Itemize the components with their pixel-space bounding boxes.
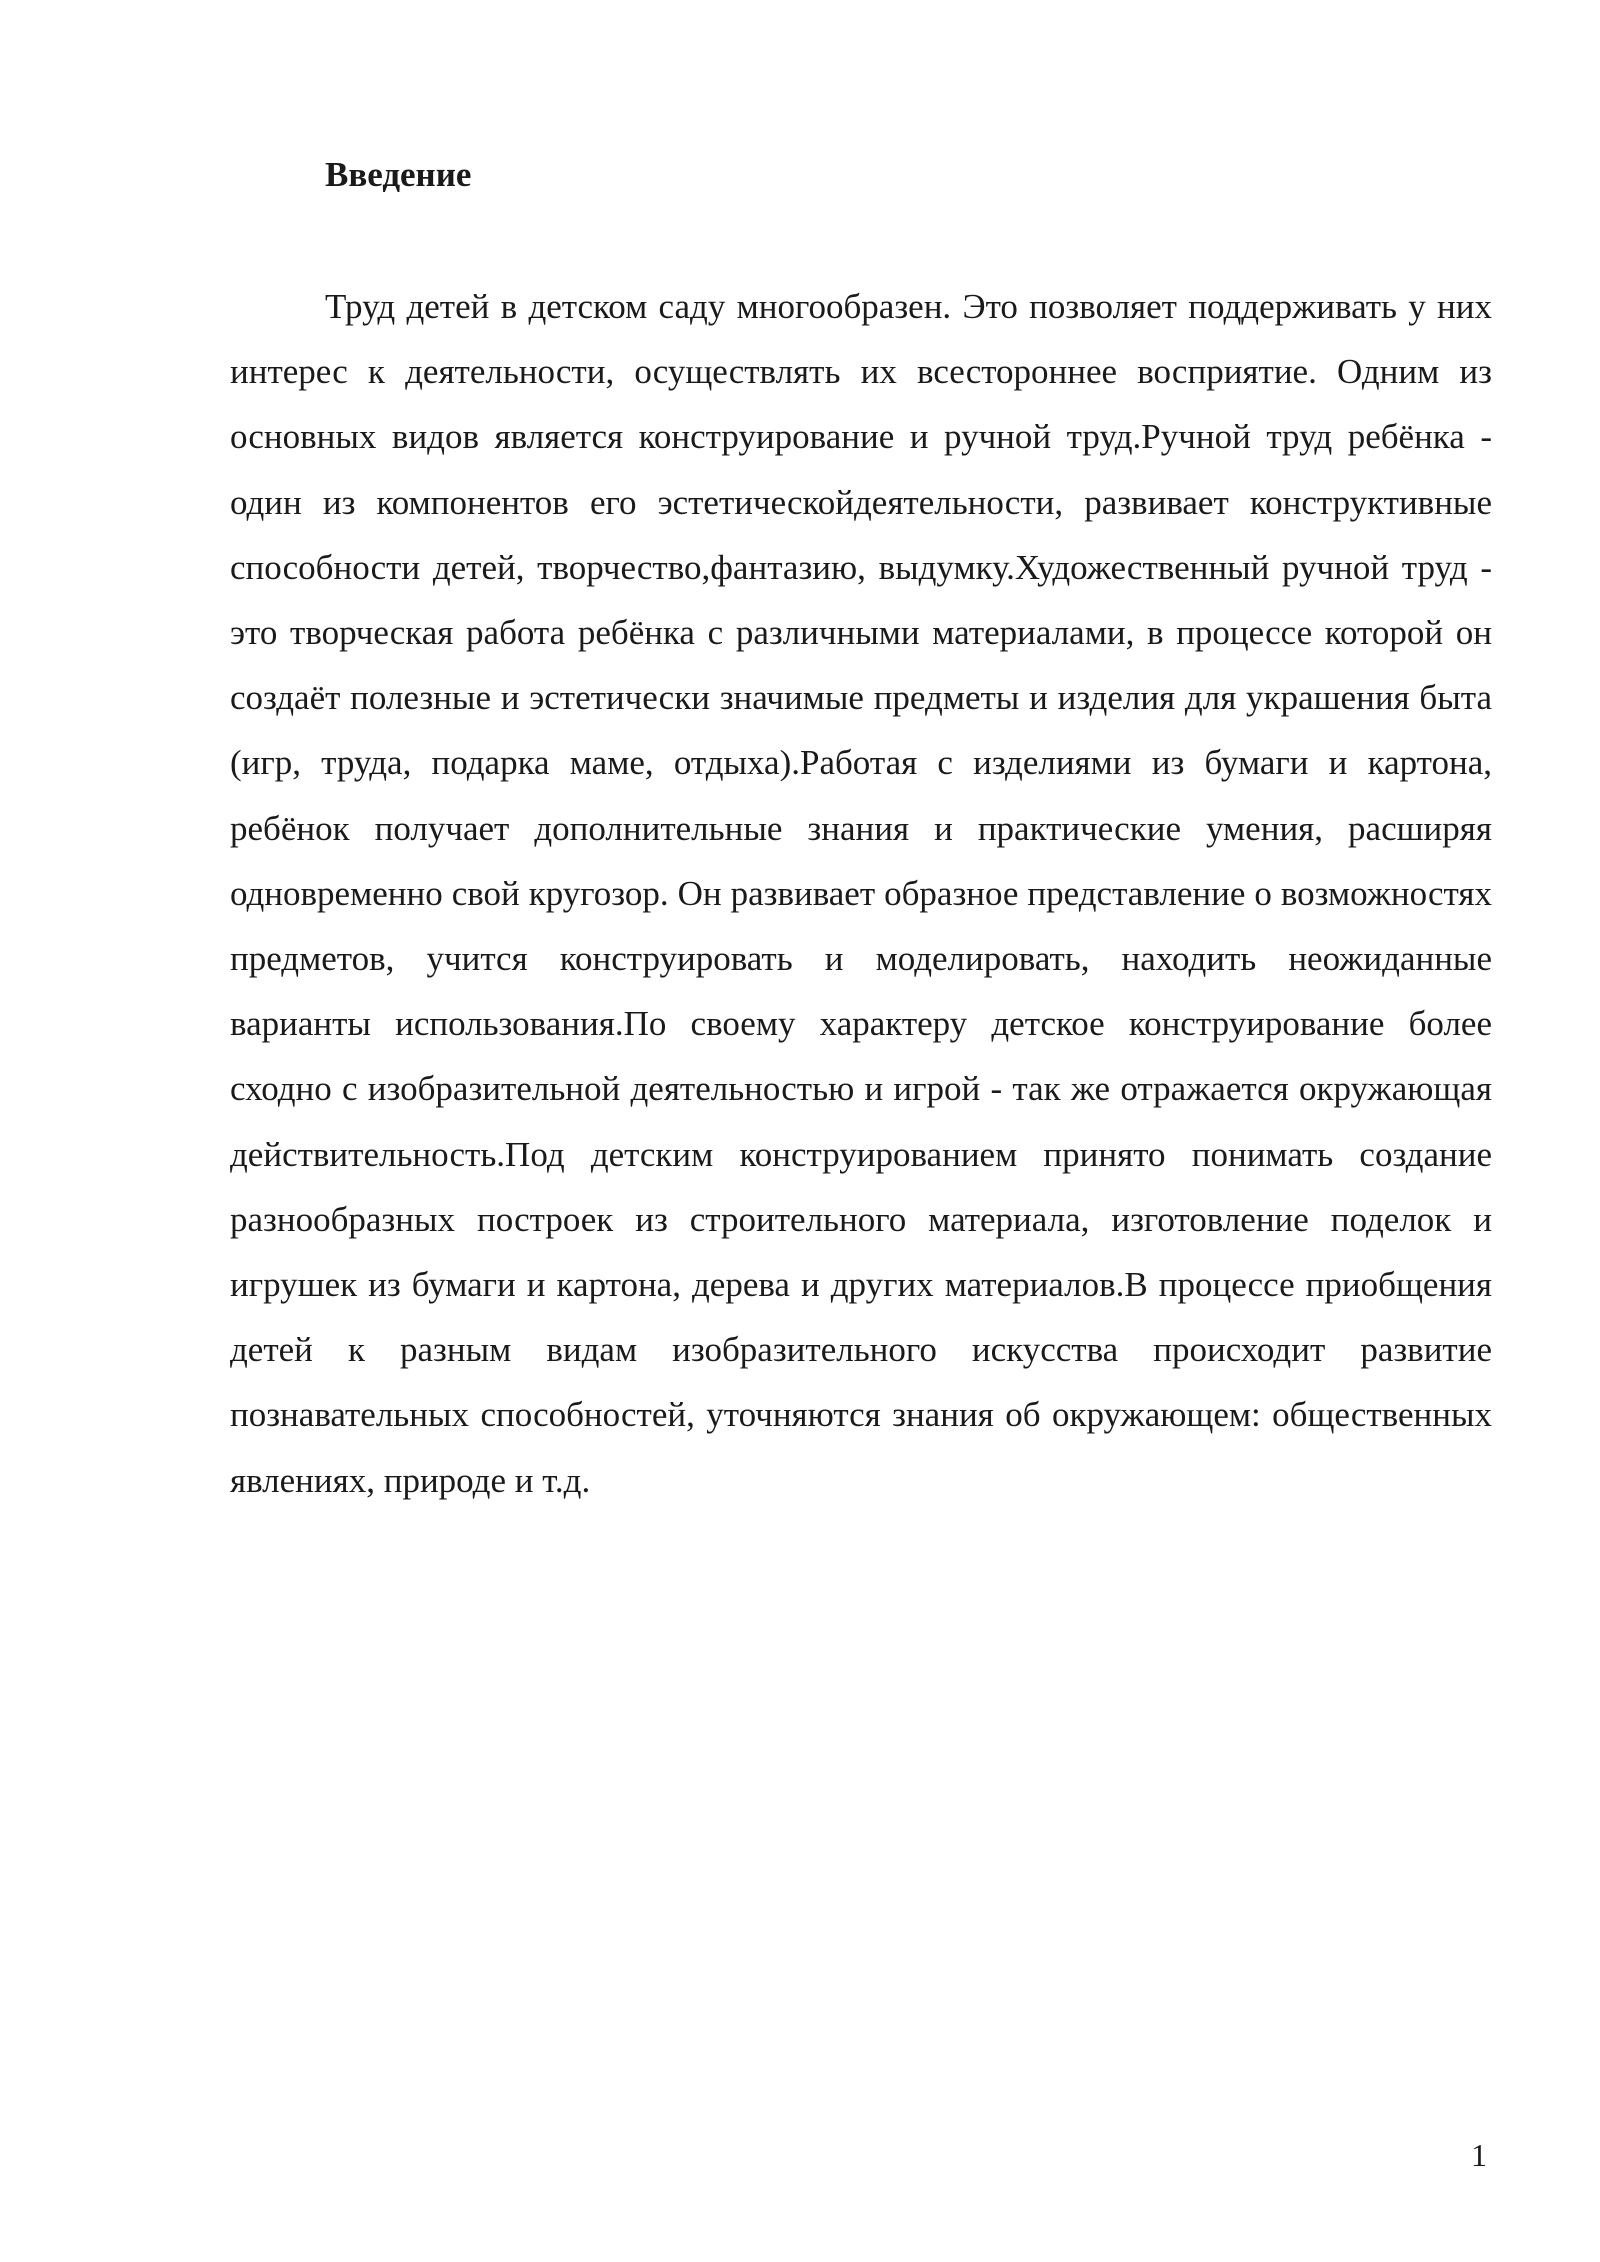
body-paragraph: Труд детей в детском саду многообразен. Это позволяет поддерживать у них интерес к деятельности, осуществлять их всестороннее восприятие. Одним из основных видов является конструирование и ручной труд.Ручной труд ребёнка - один из компонентов его эстетическойдеятельности, развивает конструктивные способности детей, творчество,фантазию, выдумку.Художественный ручной труд - это творческая работа ребёнка с различными материалами, в процессе которой он создаёт полезные и эстетически значимые предметы и изделия для украшения быта (игр, труда, подарка маме, отдыха).Работая с изделиями из бумаги и картона, ребёнок получает дополнительные знания и практические умения, расширяя одновременно свой кругозор. Он развивает образное представление о возможностях предметов, учится конструировать и моделировать, находить неожиданные варианты использования.По своему характеру детское конструирование более сходно с изобразительной деятельностью и игрой - так же отражается окружающая действительность.Под детским конструированием принято понимать создание разнообразных построек из строительного материала, изготовление поделок и игрушек из бумаги и картона, дерева и других материалов.В процессе приобщения детей к разным видам изобразительного искусства происходит развитие познавательных способностей, уточняются знания об окружающем: общественных явлениях, природе и т.д. [230, 287, 1492, 1500]
page-number: 1 [1471, 2137, 1487, 2173]
section-heading: Введение [325, 155, 472, 194]
